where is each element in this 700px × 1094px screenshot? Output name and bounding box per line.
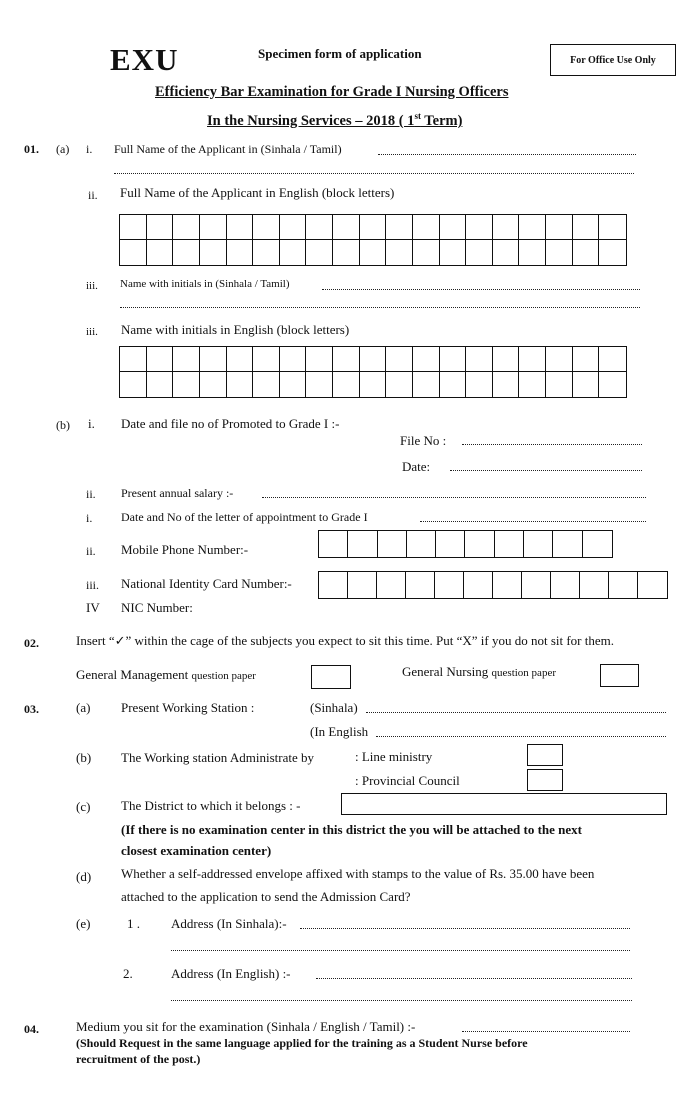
full-name-sinhala-label: Full Name of the Applicant in (Sinhala / Tamil) [114,142,342,156]
gn-main: General Nursing [402,664,492,679]
item-i-label: i. [86,142,93,156]
initials-english-grid[interactable] [119,346,627,398]
initials-sinhala-field[interactable] [322,289,640,290]
form-title-line1: Efficiency Bar Examination for Grade I Nursing Officers [155,84,509,100]
b-ii2-label: ii. [86,544,96,558]
appointment-letter-label: Date and No of the letter of appointment to Grade I [121,510,368,524]
specimen-label: Specimen form of application [258,46,422,61]
address-english-field[interactable] [316,978,632,979]
initials-english-label: Name with initials in English (block letters) [121,322,350,337]
nic-number-grid[interactable] [318,571,668,599]
mobile-phone-grid[interactable] [318,530,613,558]
envelope-question-line1: Whether a self-addressed envelope affixed with stamps to the value of Rs. 35.00 have been [121,866,595,881]
date-field[interactable] [450,470,642,471]
appointment-letter-field[interactable] [420,521,646,522]
working-station-sinhala-label: (Sinhala) [310,700,358,715]
provincial-council-checkbox[interactable] [527,769,563,791]
initials-sinhala-label: Name with initials in (Sinhala / Tamil) [120,278,290,290]
address-sinhala-number: 1 . [127,916,140,931]
general-management-checkbox[interactable] [311,665,351,689]
section-04-number: 04. [24,1022,39,1036]
section-03e-label: (e) [76,916,91,931]
section-03d-label: (d) [76,869,92,884]
gm-small: question paper [191,670,256,682]
general-management-label [76,667,256,683]
subject-instruction: Insert “✓” within the cage of the subjects you expect to sit this time. Put “X” if you do not sit for them. [76,633,615,648]
full-name-sinhala-field-line2[interactable] [114,173,634,174]
administrate-by-label: The Working station Administrate by [121,750,314,765]
medium-field[interactable] [462,1031,630,1032]
b-iii-label: iii. [86,578,100,592]
line-ministry-checkbox[interactable] [527,744,563,766]
item-ii-label: ii. [88,188,98,202]
b-ii-label: ii. [86,487,96,501]
b-i-label: i. [88,416,95,431]
b-iv-label: IV [86,600,100,615]
section-03c-label: (c) [76,799,91,814]
section-03-number: 03. [24,702,39,716]
general-nursing-label [402,664,556,680]
district-note-line1: (If there is no examination center in this district the you will be attached to the next [121,822,582,837]
item-iii-label: iii. [86,280,98,292]
promoted-date-label: Date and file no of Promoted to Grade I :- [121,416,340,431]
working-station-english-field[interactable] [376,736,666,737]
district-label: The District to which it belongs : - [121,798,301,813]
form-title-line2 [207,111,462,130]
district-note-line2: closest examination center) [121,843,272,858]
working-station-english-label: (In English [310,724,369,739]
gm-main: General Management [76,667,192,682]
medium-label: Medium you sit for the examination (Sinhala / English / Tamil) :- [76,1019,416,1034]
section-01-number: 01. [24,142,39,156]
envelope-question-line2: attached to the application to send the Admission Card? [121,889,411,904]
annual-salary-field[interactable] [262,497,646,498]
full-name-sinhala-field[interactable] [378,154,636,155]
date-label: Date: [402,459,431,474]
address-sinhala-field-line2[interactable] [171,950,630,951]
section-03b-label: (b) [76,750,92,765]
nic-number-label-2: NIC Number: [121,600,193,615]
medium-note-line2: recruitment of the post.) [76,1052,201,1066]
general-nursing-checkbox[interactable] [600,664,639,687]
mobile-phone-label: Mobile Phone Number:- [121,542,249,557]
district-input[interactable] [341,793,667,815]
medium-note-line1: (Should Request in the same language applied for the training as a Student Nurse before [76,1036,528,1050]
section-03a-label: (a) [76,700,91,715]
file-no-label: File No : [400,433,447,448]
line-ministry-label: : Line ministry [355,749,433,764]
address-english-label: Address (In English) :- [171,966,291,981]
section-01a-label: (a) [56,142,70,156]
title-line2-post: Term) [420,112,463,129]
provincial-council-label: : Provincial Council [355,773,460,788]
office-use-box [550,44,676,76]
annual-salary-label: Present annual salary :- [121,486,234,500]
exu-logo: EXU [110,42,179,77]
initials-sinhala-field-line2[interactable] [120,307,640,308]
item-iii2-label: iii. [86,326,98,338]
working-station-label: Present Working Station : [121,700,255,715]
address-english-field-line2[interactable] [171,1000,632,1001]
section-01b-label: (b) [56,418,70,432]
address-english-number: 2. [123,966,133,981]
office-use-label: For Office Use Only [570,54,656,66]
title-line2-sup: st [414,111,421,121]
nic-number-label: National Identity Card Number:- [121,576,292,591]
full-name-english-label: Full Name of the Applicant in English (block letters) [120,185,395,200]
b-i2-label: i. [86,511,93,525]
section-02-number: 02. [24,636,39,650]
address-sinhala-field[interactable] [300,928,630,929]
address-sinhala-label: Address (In Sinhala):- [171,916,287,931]
working-station-sinhala-field[interactable] [366,712,666,713]
title-line2-pre: In the Nursing Services – 2018 ( 1 [207,112,415,129]
gn-small: question paper [491,667,556,679]
full-name-english-grid[interactable] [119,214,627,266]
file-no-field[interactable] [462,444,642,445]
